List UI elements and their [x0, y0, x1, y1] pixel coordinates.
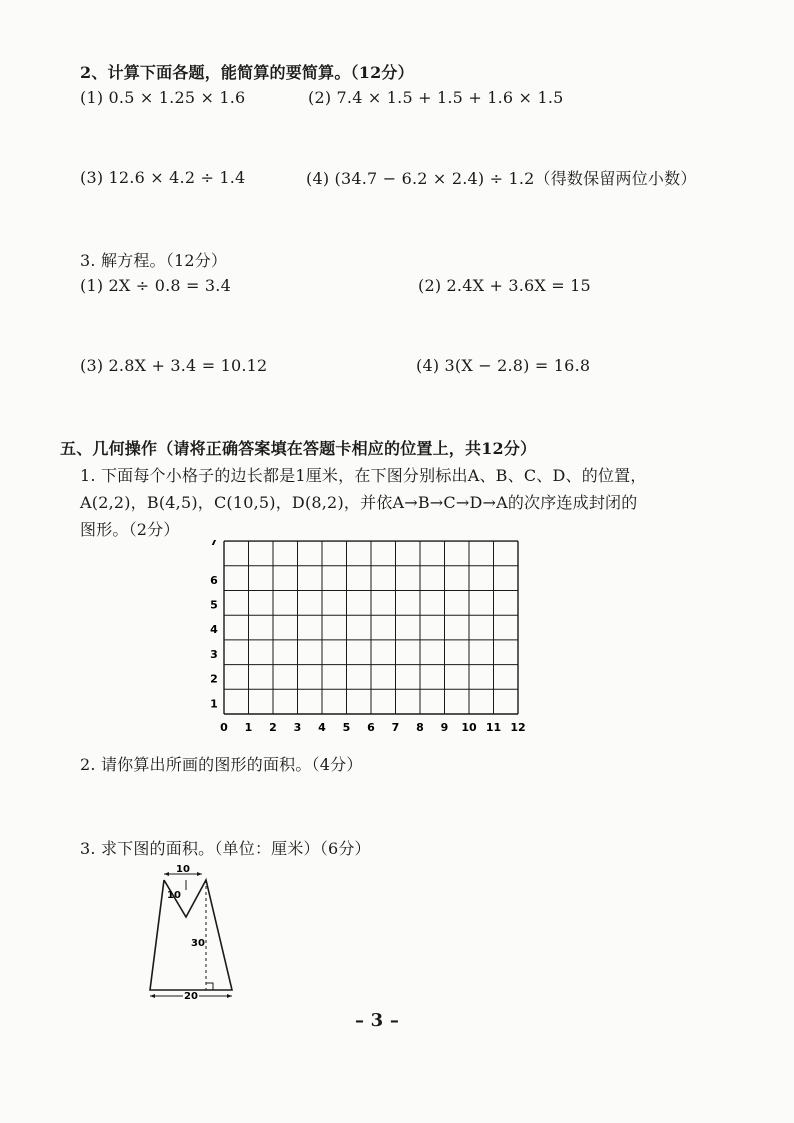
y-tick-label: 5 — [210, 598, 218, 612]
section5-heading: 五、几何操作（请将正确答案填在答题卡相应的位置上，共12分） — [60, 439, 537, 458]
y-tick-label: 1 — [210, 697, 218, 711]
arrow-left-icon — [164, 872, 169, 876]
coordinate-grid — [196, 540, 536, 744]
y-tick-label: 2 — [210, 672, 218, 686]
x-tick-label: 10 — [461, 721, 477, 734]
q3-item-3: (3) 2.8X + 3.4 = 10.12 — [80, 356, 268, 375]
label-slant: 10 — [167, 890, 181, 901]
y-tick-label: 6 — [210, 573, 218, 587]
x-tick-label: 7 — [391, 721, 400, 734]
y-tick-label: 4 — [210, 623, 218, 637]
page-number: – 3 – — [355, 1010, 400, 1031]
label-bottom: 20 — [184, 991, 198, 1002]
section5-q3: 3. 求下图的面积。（单位：厘米）（6分） — [80, 839, 371, 858]
section5-q1-line3: 图形。（2分） — [80, 520, 180, 539]
q3-item-2: (2) 2.4X + 3.6X = 15 — [418, 276, 591, 295]
arrow-right-icon — [197, 872, 202, 876]
label-top: 10 — [176, 864, 190, 875]
grid-svg — [196, 540, 536, 740]
x-tick-label: 9 — [440, 721, 449, 734]
y-tick-label: 7 — [210, 540, 218, 549]
area-figure-svg — [140, 862, 250, 1002]
x-tick-label: 6 — [367, 721, 375, 734]
x-tick-label: 5 — [342, 721, 351, 734]
right-angle-mark — [206, 983, 213, 990]
x-tick-label: 8 — [416, 721, 424, 734]
x-tick-label: 12 — [510, 721, 526, 734]
q2-item-3: (3) 12.6 × 4.2 ÷ 1.4 — [80, 168, 246, 187]
x-tick-label: 4 — [318, 721, 326, 734]
section5-q2: 2. 请你算出所画的图形的面积。（4分） — [80, 755, 363, 774]
x-tick-label: 1 — [244, 721, 253, 734]
q2-item-2: (2) 7.4 × 1.5 + 1.5 + 1.6 × 1.5 — [308, 88, 564, 107]
q3-item-1: (1) 2X ÷ 0.8 = 3.4 — [80, 276, 231, 295]
x-tick-label: 2 — [269, 721, 277, 734]
arrow-right-bottom-icon — [227, 994, 232, 998]
x-tick-label: 11 — [485, 721, 502, 734]
q2-item-1: (1) 0.5 × 1.25 × 1.6 — [80, 88, 246, 107]
arrow-left-bottom-icon — [150, 994, 155, 998]
area-figure — [140, 862, 250, 1006]
y-tick-label: 3 — [210, 647, 218, 661]
figure-outline — [150, 880, 232, 990]
q2-title: 2、计算下面各题，能简算的要简算。（12分） — [80, 63, 414, 82]
section5-q1-line2: A(2,2)，B(4,5)，C(10,5)，D(8,2)，并依A→B→C→D→A的次序连成封闭的 — [80, 493, 638, 512]
x-tick-label: 0 — [220, 721, 228, 734]
label-height: 30 — [191, 938, 205, 949]
section5-q1-line1: 1. 下面每个小格子的边长都是1厘米，在下图分别标出A、B、C、D、的位置， — [80, 466, 647, 485]
x-tick-label: 3 — [293, 721, 302, 734]
q3-item-4: (4) 3(X − 2.8) = 16.8 — [416, 356, 591, 375]
q3-title: 3. 解方程。（12分） — [80, 251, 228, 270]
q2-item-4: (4) (34.7 − 6.2 × 2.4) ÷ 1.2（得数保留两位小数） — [306, 169, 697, 188]
